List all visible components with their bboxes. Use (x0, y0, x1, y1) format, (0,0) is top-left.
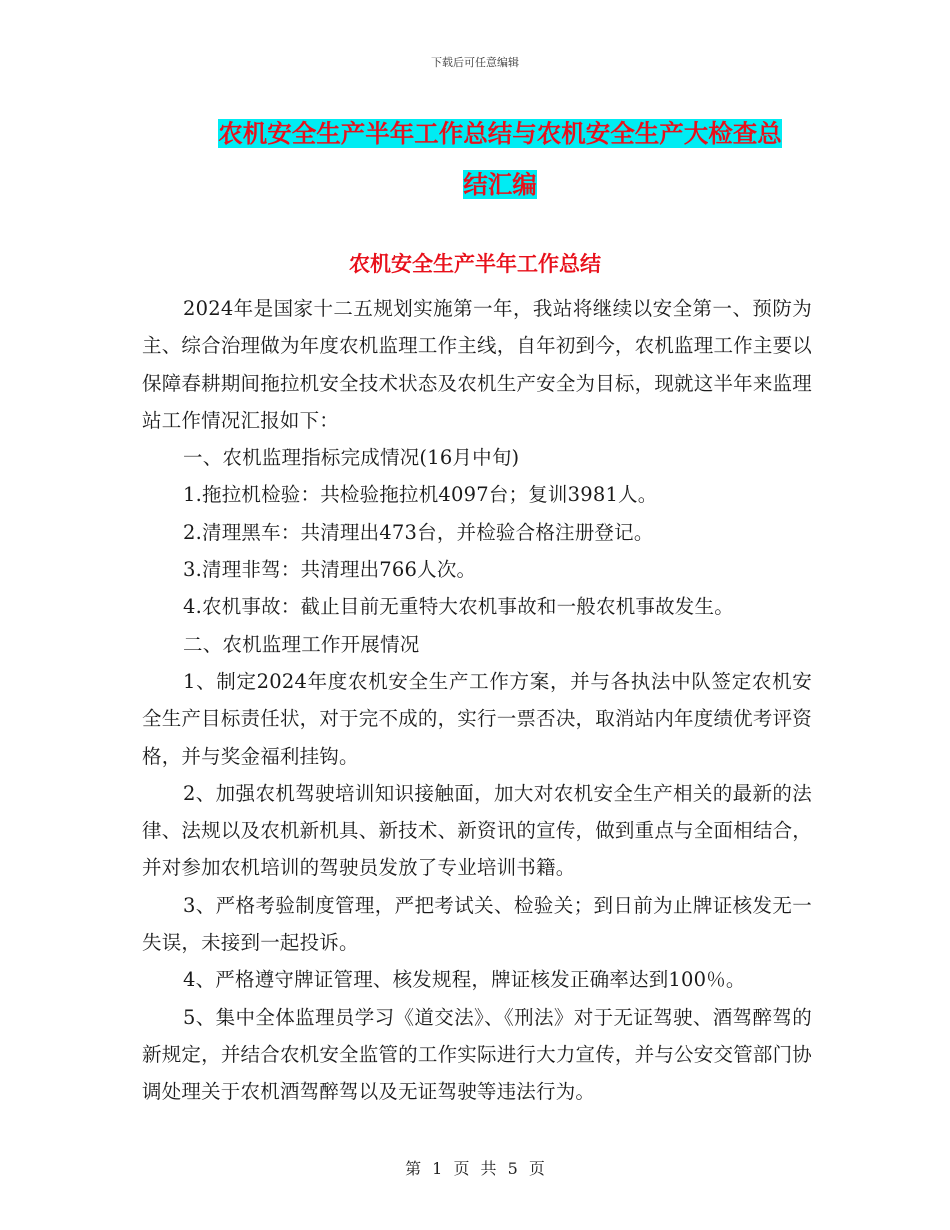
paragraph-item: 1.拖拉机检验：共检验拖拉机4097台；复训3981人。 (183, 483, 658, 507)
document-body (142, 290, 812, 1111)
page-footer: 第 1 页 共 5 页 (405, 1159, 545, 1178)
heading-indicators: 一、农机监理指标完成情况(16月中旬) (183, 446, 520, 470)
paragraph-item: 3.清理非驾：共清理出766人次。 (183, 558, 477, 582)
paragraph-intro: 2024年是国家十二五规划实施第一年，我站将继续以安全第一、预防为主、综合治理做为年度农机监理工作主线，自年初到今，农机监理工作主要以保障春耕期间拖拉机安全技术状态及农机生产安全为目标，现就这半年来监理站工作情况汇报如下： (142, 297, 812, 432)
paragraph-item: 1、制定2024年度农机安全生产工作方案，并与各执法中队签定农机安全生产目标责任状，对于完不成的，实行一票否决，取消站内年度绩优考评资格，并与奖金福利挂钩。 (142, 669, 812, 768)
paragraph-item: 4.农机事故：截止目前无重特大农机事故和一般农机事故发生。 (183, 595, 734, 619)
paragraph-item: 2.清理黑车：共清理出473台，并检验合格注册登记。 (183, 520, 654, 544)
paragraph-item: 2、加强农机驾驶培训知识接触面，加大对农机安全生产相关的最新的法律、法规以及农机新机具、新技术、新资讯的宣传，做到重点与全面相结合，并对参加农机培训的驾驶员发放了专业培训书籍。 (142, 781, 812, 880)
document-title-line-1: 农机安全生产半年工作总结与农机安全生产大检查总 (218, 119, 782, 148)
paragraph-item: 5、集中全体监理员学习《道交法》、《刑法》对于无证驾驶、酒驾醉驾的新规定，并结合农机安全监管的工作实际进行大力宣传，并与公安交管部门协调处理关于农机酒驾醉驾以及无证驾驶等违法行为。 (142, 1005, 812, 1104)
paragraph-item: 3、严格考验制度管理，严把考试关、检验关；到日前为止牌证核发无一失误，未接到一起投诉。 (142, 893, 812, 955)
document-title (140, 108, 860, 210)
paragraph-item: 4、严格遵守牌证管理、核发规程，牌证核发正确率达到100％。 (183, 968, 746, 992)
document-title-line-2: 结汇编 (463, 170, 537, 199)
header-note: 下载后可任意编辑 (431, 56, 519, 69)
section-title: 农机安全生产半年工作总结 (349, 252, 601, 276)
heading-work: 二、农机监理工作开展情况 (183, 632, 420, 656)
